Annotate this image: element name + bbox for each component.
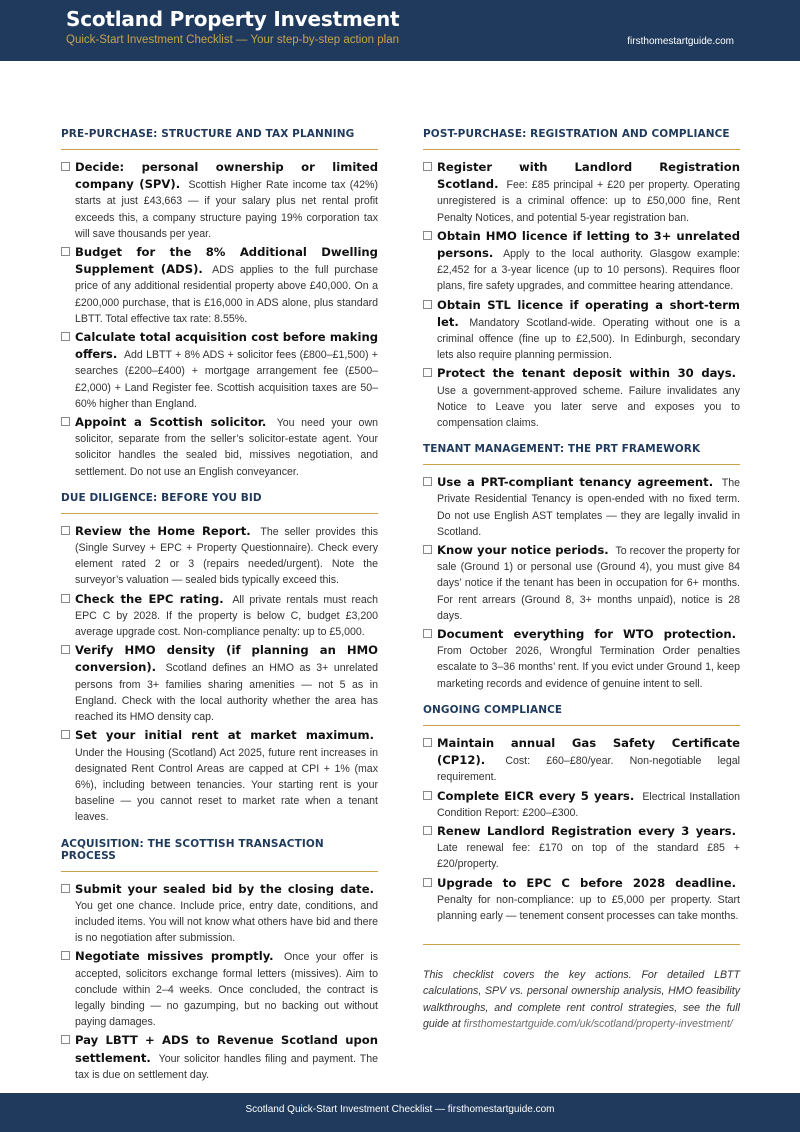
section-title: DUE DILIGENCE: BEFORE YOU BID: [61, 492, 378, 514]
checklist-item: [423, 823, 740, 873]
header-site-link[interactable]: firsthomestartguide.com: [627, 36, 734, 47]
closing-note: [423, 944, 740, 1032]
checklist-item: [61, 523, 378, 589]
item-text: Under the Housing (Scotland) Act 2025, future rent increases in designated Rent Control Areas are capped at CPI + 1% (max 6%), including between tenancies. Your starting rent is your baseline — you cannot reset to market rate when a tenant leaves.: [75, 746, 378, 824]
checkbox[interactable]: [61, 162, 70, 171]
page-title: Scotland Property Investment: [66, 7, 400, 31]
section-tenant-management: [423, 443, 740, 692]
item-title: Renew Landlord Registration every 3 years.: [437, 823, 736, 838]
item-text: Apply to the local authority. Glasgow example: £2,452 for a 3-year licence (up to 10 persons). Requires floor plans, fire safety upgrades, and committee hearing attendance.: [437, 248, 741, 293]
item-text: From October 2026, Wrongful Termination Order penalties escalate to 3–36 months’ rent. If you evict under Ground 1, keep marketing records and evidence of genuine intent to sell.: [437, 645, 740, 690]
checkbox[interactable]: [423, 878, 432, 887]
checklist-item: [423, 626, 740, 692]
checklist-item: [423, 875, 740, 925]
checkbox[interactable]: [61, 247, 70, 256]
page-header: [0, 0, 800, 61]
checklist-item: [61, 642, 378, 725]
section-title: POST-PURCHASE: REGISTRATION AND COMPLIANCE: [423, 128, 740, 150]
page-footer: [0, 1093, 800, 1132]
section-pre-purchase: [61, 128, 378, 480]
checkbox[interactable]: [423, 629, 432, 638]
item-title: Complete EICR every 5 years.: [437, 788, 635, 803]
checklist-item: [423, 228, 740, 295]
checklist-item: [61, 159, 378, 242]
item-title: Set your initial rent at market maximum.: [75, 728, 374, 743]
checklist-item: [61, 244, 378, 327]
section-acquisition: [61, 838, 378, 1083]
checkbox[interactable]: [423, 162, 432, 171]
checklist-item: [61, 329, 378, 412]
item-text: All private rentals must reach EPC C by 2028. If the property is below C, budget £3,200 average upgrade cost. Non-compliance penalty: up to £5,000.: [75, 593, 378, 639]
item-title: Verify HMO density (if planning an HMO conversion).: [75, 643, 378, 675]
checklist-item: [423, 365, 740, 431]
checkbox[interactable]: [423, 738, 432, 747]
item-text: ADS applies to the full purchase price of any additional residential property above £40,000. On a £200,000 purchase, that is £16,000 in ADS alone, plus standard LBTT. Total effective tax rate: 8.55%.: [75, 264, 378, 325]
item-title: Protect the tenant deposit within 30 days.: [437, 366, 736, 381]
section-title: ACQUISITION: THE SCOTTISH TRANSACTION PROCESS: [61, 838, 378, 872]
checklist-item: [61, 414, 378, 480]
section-title: ONGOING COMPLIANCE: [423, 704, 740, 726]
checkbox[interactable]: [61, 526, 70, 535]
checkbox[interactable]: [423, 826, 432, 835]
checkbox[interactable]: [423, 477, 432, 486]
section-due-diligence: [61, 492, 378, 826]
item-text: Scotland defines an HMO as 3+ unrelated persons from 3+ families sharing amenities — not 5 as in England. Check with the local authority whether the area has reached its HMO density cap.: [75, 662, 378, 724]
checklist-item: [423, 297, 740, 364]
checkbox[interactable]: [61, 594, 70, 603]
item-text: Late renewal fee: £170 on top of the standard £85 + £20/property.: [437, 842, 740, 871]
section-ongoing-compliance: [423, 704, 740, 924]
item-title: Budget for the 8% Additional Dwelling Supplement (ADS).: [75, 245, 378, 277]
item-title: Obtain STL licence if operating a short-term let.: [437, 297, 740, 329]
checkbox[interactable]: [61, 730, 70, 739]
checkbox[interactable]: [61, 884, 70, 893]
item-title: Submit your sealed bid by the closing date.: [75, 881, 374, 896]
item-title: Decide: personal ownership or limited company (SPV).: [75, 160, 378, 192]
item-text: Cost: £60–£80/year. Non-negotiable legal requirement.: [437, 755, 740, 784]
item-text: Penalty for non-compliance: up to £5,000 per property. Start planning early — tenement consent processes can take months.: [437, 893, 740, 922]
item-title: Use a PRT-compliant tenancy agreement.: [437, 475, 714, 490]
item-title: Obtain HMO licence if letting to 3+ unrelated persons.: [437, 228, 740, 261]
item-title: Calculate total acquisition cost before making offers.: [75, 330, 378, 362]
checkbox[interactable]: [423, 791, 432, 800]
item-title: Know your notice periods.: [437, 543, 609, 558]
checklist-item: [423, 542, 740, 624]
item-text: The seller provides this (Single Survey + EPC + Property Questionnaire). Check every element rated 2 or 3 (repairs needed/urgent). Note the surveyor’s valuation — sealed bids typically exceed this.: [75, 525, 378, 587]
page-subtitle: Quick-Start Investment Checklist — Your step-by-step action plan: [66, 34, 400, 46]
item-title: Document everything for WTO protection.: [437, 627, 736, 642]
item-title: Register with Landlord Registration Scotland.: [437, 160, 740, 192]
item-text: Fee: £85 principal + £20 per property. Operating unregistered is a criminal offence: up to £50,000 fine, Rent Penalty Notices, and potential 5-year registration ban.: [437, 179, 740, 224]
item-text: Once your offer is accepted, solicitors exchange formal letters (missives). Aim to conclude within 2–4 weeks. Once concluded, the contract is legally binding — no gazumping, but no backing out without paying damages.: [75, 951, 378, 1029]
item-title: Pay LBTT + ADS to Revenue Scotland upon settlement.: [75, 1033, 378, 1065]
checklist-item: [61, 948, 378, 1030]
checkbox[interactable]: [61, 645, 70, 654]
item-text: The Private Residential Tenancy is open-ended with no fixed term. Do not use English AST templates — they are legally invalid in Scotland.: [437, 477, 740, 538]
checklist-item: [423, 788, 740, 821]
item-text: Your solicitor handles filing and payment. The tax is due on settlement day.: [75, 1052, 378, 1081]
item-text: You get one chance. Include price, entry date, conditions, and included items. You will not know what others have bid and there is no negotiation after submission.: [75, 899, 378, 945]
checklist-item: [61, 591, 378, 641]
checklist-item: [61, 727, 378, 825]
checkbox[interactable]: [423, 300, 432, 309]
item-title: Appoint a Scottish solicitor.: [75, 415, 267, 430]
checkbox[interactable]: [61, 417, 70, 426]
checkbox[interactable]: [423, 231, 432, 240]
item-text: You need your own solicitor, separate from the seller’s solicitor-estate agent. Your solicitor handles the sealed bid, missives negotiation, and settlement. Do not use an English conveyancer.: [75, 417, 378, 478]
left-column: [61, 128, 378, 1095]
checkbox[interactable]: [61, 1035, 70, 1044]
item-title: Upgrade to EPC C before 2028 deadline.: [437, 875, 736, 890]
checkbox[interactable]: [61, 951, 70, 960]
section-title: TENANT MANAGEMENT: THE PRT FRAMEWORK: [423, 443, 740, 465]
item-text: Add LBTT + 8% ADS + solicitor fees (£800–£1,500) + searches (£200–£400) + mortgage arrangement fee (£500–£2,000) + Land Register fee. Scottish acquisition taxes are 50–60% higher than England.: [75, 349, 378, 410]
item-title: Negotiate missives promptly.: [75, 949, 274, 964]
checkbox[interactable]: [423, 545, 432, 554]
closing-text: This checklist covers the key actions. For detailed LBTT calculations, SPV vs. personal ownership analysis, HMO feasibility walkthroughs, and complete rent control strategies, see the full guide at: [423, 969, 740, 1030]
checkbox[interactable]: [61, 332, 70, 341]
checkbox[interactable]: [423, 368, 432, 377]
item-text: To recover the property for sale (Ground 1) or personal use (Ground 4), you must give 84 days’ notice if the tenant has been in occupation for 6+ months. For rent arrears (Ground 8, 3+ months unpaid), notice is 28 days.: [437, 545, 740, 622]
item-text: Electrical Installation Condition Report: £200–£300.: [437, 790, 740, 819]
footer-text: Scotland Quick-Start Investment Checklist — firsthomestartguide.com: [245, 1104, 555, 1115]
checklist-item: [423, 735, 740, 786]
checklist-item: [61, 881, 378, 947]
item-text: Scottish Higher Rate income tax (42%) starts at just £43,663 — if your salary plus net rental profit exceeds this, a company structure paying 19% corporation tax will save thousands per year.: [75, 179, 378, 240]
item-text: Use a government-approved scheme. Failure invalidates any Notice to Leave you later serve and exposes you to compensation claims.: [437, 384, 740, 430]
right-column: [423, 128, 740, 1032]
item-text: Mandatory Scotland-wide. Operating without one is a criminal offence (fine up to £2,500). In Edinburgh, secondary lets also require planning permission.: [437, 316, 740, 362]
item-title: Check the EPC rating.: [75, 591, 224, 606]
section-post-purchase: [423, 128, 740, 431]
item-title: Maintain annual Gas Safety Certificate (CP12).: [437, 735, 740, 768]
checklist-item: [423, 159, 740, 226]
checklist-item: [61, 1032, 378, 1083]
section-title: PRE-PURCHASE: STRUCTURE AND TAX PLANNING: [61, 128, 378, 150]
item-title: Review the Home Report.: [75, 523, 251, 538]
guide-link[interactable]: firsthomestartguide.com/uk/scotland/property-investment/: [463, 1017, 733, 1030]
checklist-item: [423, 474, 740, 540]
